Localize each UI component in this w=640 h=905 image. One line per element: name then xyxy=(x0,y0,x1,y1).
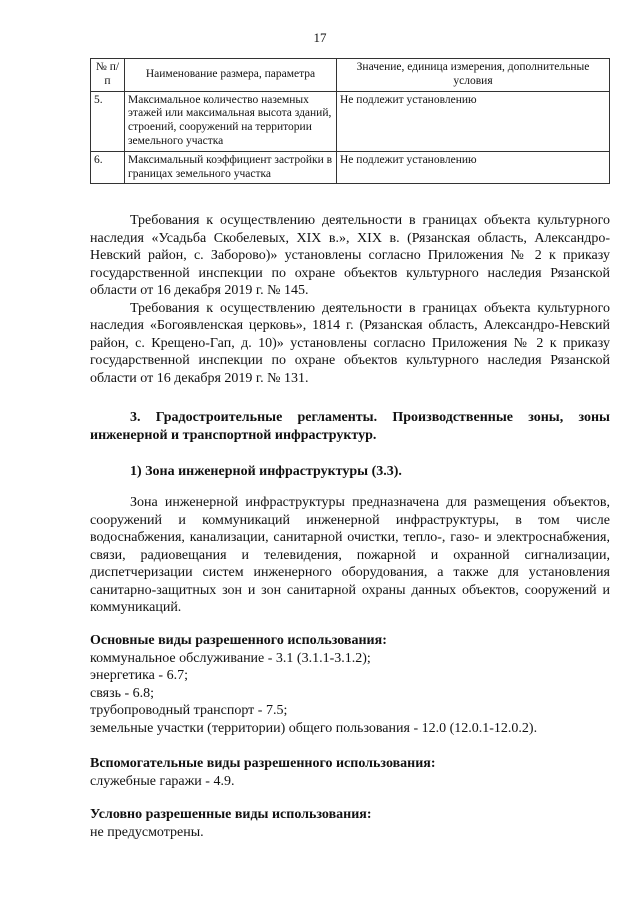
requirements-text xyxy=(90,212,610,387)
list-item: трубопроводный транспорт - 7.5; xyxy=(90,703,288,718)
paragraph: Требования к осуществлению деятельности в границах объекта культурного наследия «Усадьба Скобелевых, XIX в.», XIX в. (Рязанская область, Александро-Невский район, с. Заборово)» установлены согласно Приложения № 2 к приказу государственной инспекции по охране объектов культурного наследия Рязанской области от 16 декабря 2019 г. № 145. xyxy=(90,213,610,298)
row-name: Максимальное количество наземных этажей или максимальная высота зданий, строений, сооружений на территории земельного участка xyxy=(125,91,337,151)
zone-description: Зона инженерной инфраструктуры предназначена для размещения объектов, сооружений и коммуникаций инженерной инфраструктуры, в том числе водоснабжения, канализации, санитарной очистки, тепло-, газо- и электроснабжения, связи, радиовещания и телевидения, пожарной и охранной сигнализации, диспетчеризации систем инженерного оборудования, а также для установления санитарно-защитных зон и зон санитарной охраны данных объектов, сооружений и коммуникаций. xyxy=(90,495,610,615)
row-name: Максимальный коэффициент застройки в границах земельного участка xyxy=(125,151,337,184)
table-row xyxy=(91,91,610,151)
table-header-row xyxy=(91,59,610,92)
list-item: земельные участки (территории) общего пользования - 12.0 (12.0.1-12.0.2). xyxy=(90,720,538,736)
main-uses-block xyxy=(90,632,610,737)
paragraph: Требования к осуществлению деятельности в границах объекта культурного наследия «Богоявленская церковь», 1814 г. (Рязанская область, Александро-Невский район, с. Крещено-Гап, д. 10)» установлены согласно Приложения № 2 к приказу государственной инспекции по охране объектов культурного наследия Рязанской области от 16 декабря 2019 г. № 131. xyxy=(90,300,610,386)
row-value: Не подлежит установлению xyxy=(337,91,610,151)
zone-description-block xyxy=(90,494,610,617)
page-number: 17 xyxy=(313,30,327,45)
main-uses-title: Основные виды разрешенного использования: xyxy=(90,633,387,648)
header-value: Значение, единица измерения, дополнительные условия xyxy=(337,59,610,92)
table-row xyxy=(91,151,610,184)
parameters-table xyxy=(90,58,610,184)
list-item: служебные гаражи - 4.9. xyxy=(90,773,235,789)
conditional-uses-title: Условно разрешенные виды использования: xyxy=(90,807,372,822)
auxiliary-uses-block xyxy=(90,755,610,790)
row-value: Не подлежит установлению xyxy=(337,151,610,184)
list-item: энергетика - 6.7; xyxy=(90,668,188,683)
list-item: коммунальное обслуживание - 3.1 (3.1.1-3.1.2); xyxy=(90,650,371,666)
section-heading: 3. Градостроительные регламенты. Производственные зоны, зоны инженерной и транспортной инфраструктур. xyxy=(90,410,610,443)
list-item: не предусмотрены. xyxy=(90,824,204,840)
header-name: Наименование размера, параметра xyxy=(125,59,337,92)
row-num: 5. xyxy=(91,91,125,151)
conditional-uses-block xyxy=(90,806,610,841)
zone-heading: 1) Зона инженерной инфраструктуры (3.3). xyxy=(130,464,402,479)
row-num: 6. xyxy=(91,151,125,184)
list-item: связь - 6.8; xyxy=(90,685,155,701)
header-num: № п/п xyxy=(91,59,125,92)
auxiliary-uses-title: Вспомогательные виды разрешенного использования: xyxy=(90,756,436,771)
